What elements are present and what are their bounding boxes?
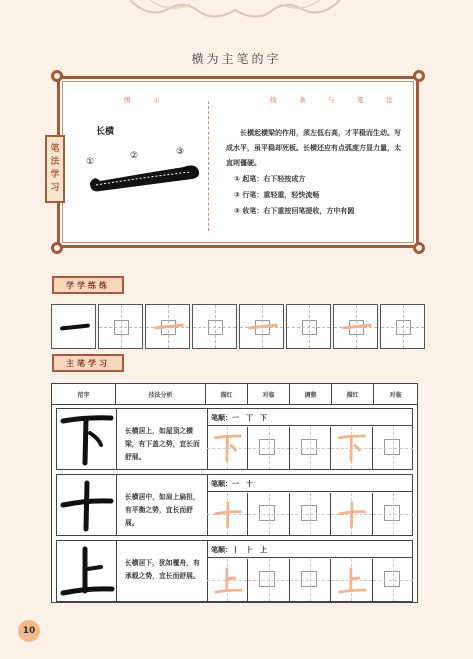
header-analysis: 技法分析 (116, 384, 206, 404)
practice-cell[interactable] (380, 304, 425, 349)
frame-corner (413, 242, 425, 254)
practice-grid (51, 304, 425, 349)
description-paragraph: 长横起横梁的作用，须左低右高，才平稳而生动。写成水平，虽平稳却死板。长横还应有点弧度方显力量，太直则僵硬。 (226, 129, 401, 167)
technique-analysis: 长横居上，如屋顶之横梁，有下盖之势，宜长而舒展。 (125, 427, 200, 461)
header-copy-2: 对临 (389, 391, 402, 399)
practice-cell[interactable] (331, 427, 372, 469)
frame-corner (51, 242, 63, 254)
practice-cell[interactable] (207, 493, 248, 535)
header-adjust: 调整 (290, 384, 332, 404)
model-char-xia (57, 409, 117, 469)
practice-cells (207, 427, 413, 469)
study-section-title: 主笔学习 (52, 354, 124, 372)
diagram-header: 图 示 (124, 96, 168, 104)
step-3: ③ 收笔：右下重按回笔提收，方中有圆 (234, 207, 355, 215)
frame-divider (208, 101, 209, 231)
page-number: 10 (18, 620, 40, 642)
side-tab (45, 135, 65, 203)
technique-analysis: 长横居下，犹如覆舟，有承载之势，宜长而舒展。 (125, 559, 200, 580)
practice-cell[interactable] (192, 304, 237, 349)
practice-cell[interactable] (207, 559, 248, 601)
model-char-shang (57, 541, 117, 601)
practice-cell[interactable] (248, 493, 289, 535)
practice-cell[interactable] (331, 493, 372, 535)
practice-section-title: 学学练练 (52, 276, 124, 294)
model-char-shi (57, 475, 117, 535)
step-2: ② 行笔：重轻重，轻快流畅 (234, 191, 320, 199)
practice-cell[interactable] (331, 559, 372, 601)
marker-start: ① (86, 157, 95, 167)
stroke-order: 笔顺：一 丅 下 (211, 414, 267, 422)
technique-text (226, 126, 406, 219)
table-row (56, 408, 413, 470)
stroke-name: 长横 (96, 127, 115, 137)
practice-cell[interactable] (286, 304, 331, 349)
technique-analysis: 长横居中，如肩上扁担，有平衡之势，宜长而舒展。 (125, 493, 200, 527)
table-row (56, 540, 413, 602)
practice-cell[interactable] (290, 493, 331, 535)
header-copy: 对临 (248, 384, 290, 404)
practice-cell[interactable] (98, 304, 143, 349)
practice-cell[interactable] (373, 493, 413, 535)
practice-cell[interactable] (248, 559, 289, 601)
illustration-frame (57, 76, 419, 248)
stroke-order: 笔顺：丨 ⺊ 上 (211, 546, 267, 554)
long-stroke-diagram (86, 161, 206, 201)
practice-cell[interactable] (248, 427, 289, 469)
table-header (52, 384, 417, 405)
practice-cell[interactable] (373, 427, 413, 469)
marker-end: ③ (176, 147, 185, 157)
stroke-sample (60, 323, 90, 330)
header-model-char: 范字 (52, 384, 116, 404)
side-tab-char: 笔 (50, 144, 60, 154)
top-ornament (130, 0, 340, 22)
practice-cell[interactable] (373, 559, 413, 601)
side-tab-char: 学 (50, 170, 60, 180)
stroke-order: 笔顺：一 十 (211, 480, 253, 488)
practice-cells (207, 493, 413, 535)
side-tab-char: 法 (50, 157, 60, 167)
practice-cells (207, 559, 413, 601)
practice-cell[interactable] (51, 304, 96, 349)
practice-cell[interactable] (290, 427, 331, 469)
step-1: ① 起笔：右下轻按成方 (234, 175, 306, 183)
header-trace: 描红 (206, 384, 248, 404)
practice-cell[interactable] (333, 304, 378, 349)
side-tab-char: 习 (50, 183, 60, 193)
technique-header: 线 条 与 笔 法 (270, 96, 401, 104)
study-table (51, 383, 418, 603)
header-trace-2: 描红 (332, 384, 374, 404)
practice-cell[interactable] (145, 304, 190, 349)
frame-corner (413, 70, 425, 82)
table-row (56, 474, 413, 536)
practice-cell[interactable] (290, 559, 331, 601)
marker-middle: ② (130, 151, 139, 161)
practice-cell[interactable] (207, 427, 248, 469)
page-title: 横为主笔的字 (191, 52, 282, 66)
frame-corner (51, 70, 63, 82)
practice-cell[interactable] (239, 304, 284, 349)
